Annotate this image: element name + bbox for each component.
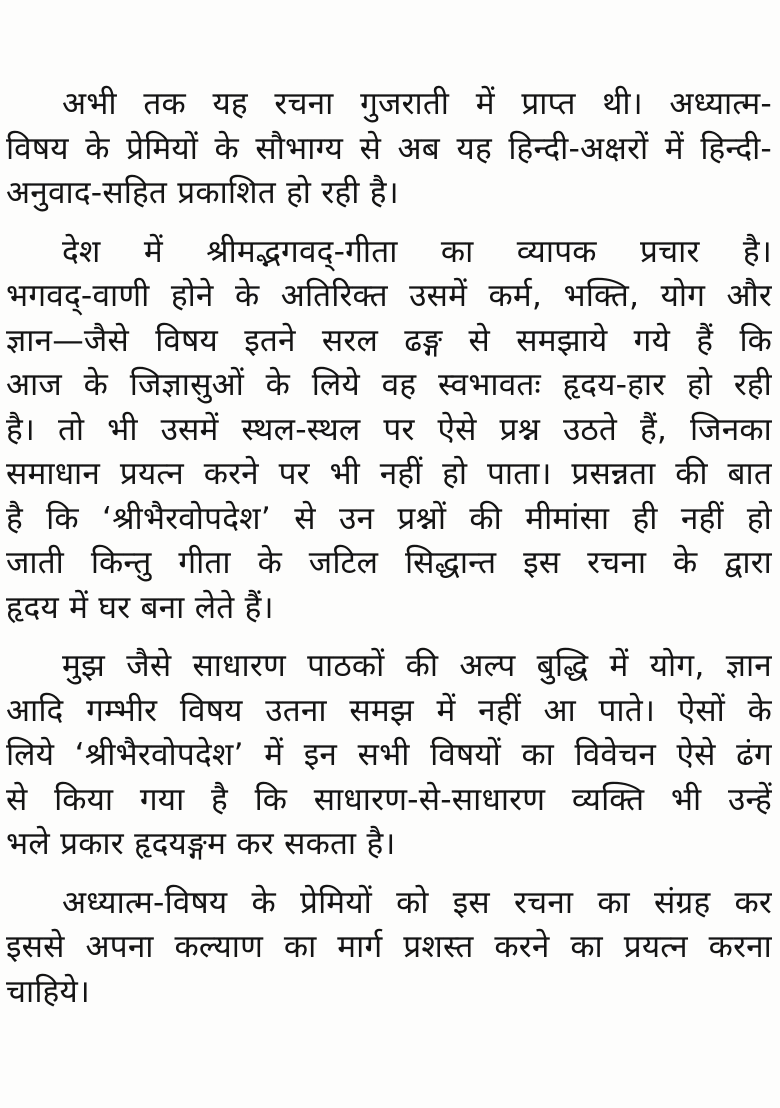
- text-line: अनुवाद-सहित प्रकाशित हो रही है।: [6, 175, 399, 211]
- text-line: आज के जिज्ञासुओं के लिये वह स्वभावतः हृदय-हार हो रही: [6, 367, 772, 403]
- text-line: अध्यात्म-विषय के प्रेमियों को इस रचना का संग्रह कर: [62, 884, 772, 921]
- text-line: ज्ञान—जैसे विषय इतने सरल ढङ्ग से समझाये गये हैं कि: [6, 322, 772, 359]
- text-line: लिये ‘श्रीभैरवोपदेश’ में इन सभी विषयों का विवेचन ऐसे ढंग: [6, 737, 772, 773]
- paragraph-1: [6, 82, 772, 216]
- text-line: जाती किन्तु गीता के जटिल सिद्धान्त इस रचना के द्वारा: [6, 545, 772, 581]
- text-line: आदि गम्भीर विषय उतना समझ में नहीं आ पाते। ऐसों के: [6, 692, 772, 729]
- text-line: है कि ‘श्रीभैरवोपदेश’ से उन प्रश्नों की मीमांसा ही नहीं हो: [6, 500, 772, 537]
- text-line: से किया गया है कि साधारण-से-साधारण व्यक्ति भी उन्हें: [6, 781, 772, 818]
- text-line: है। तो भी उसमें स्थल-स्थल पर ऐसे प्रश्न उठते हैं, जिनका: [6, 411, 772, 448]
- paragraph-3: [6, 644, 772, 867]
- text-line: विषय के प्रेमियों के सौभाग्य से अब यह हिन्दी-अक्षरों में हिन्दी-: [6, 130, 772, 167]
- text-line: मुझ जैसे साधारण पाठकों की अल्प बुद्धि में योग, ज्ञान: [62, 648, 772, 684]
- text-line: इससे अपना कल्याण का मार्ग प्रशस्त करने का प्रयत्न करना: [6, 929, 772, 965]
- text-line: भले प्रकार हृदयङ्गम कर सकता है।: [6, 826, 396, 862]
- paragraph-4: [6, 881, 772, 1015]
- text-line: समाधान प्रयत्न करने पर भी नहीं हो पाता। प्रसन्नता की बात: [6, 456, 772, 492]
- paragraph-2: [6, 230, 772, 631]
- text-line: भगवद्-वाणी होने के अतिरिक्त उसमें कर्म, भक्ति, योग और: [6, 278, 772, 314]
- text-line: हृदय में घर बना लेते हैं।: [6, 589, 274, 626]
- text-line: देश में श्रीमद्भगवद्-गीता का व्यापक प्रचार है।: [62, 233, 772, 270]
- text-line: चाहिये।: [6, 973, 91, 1010]
- text-line: अभी तक यह रचना गुजराती में प्राप्त थी। अध्यात्म-: [62, 86, 772, 122]
